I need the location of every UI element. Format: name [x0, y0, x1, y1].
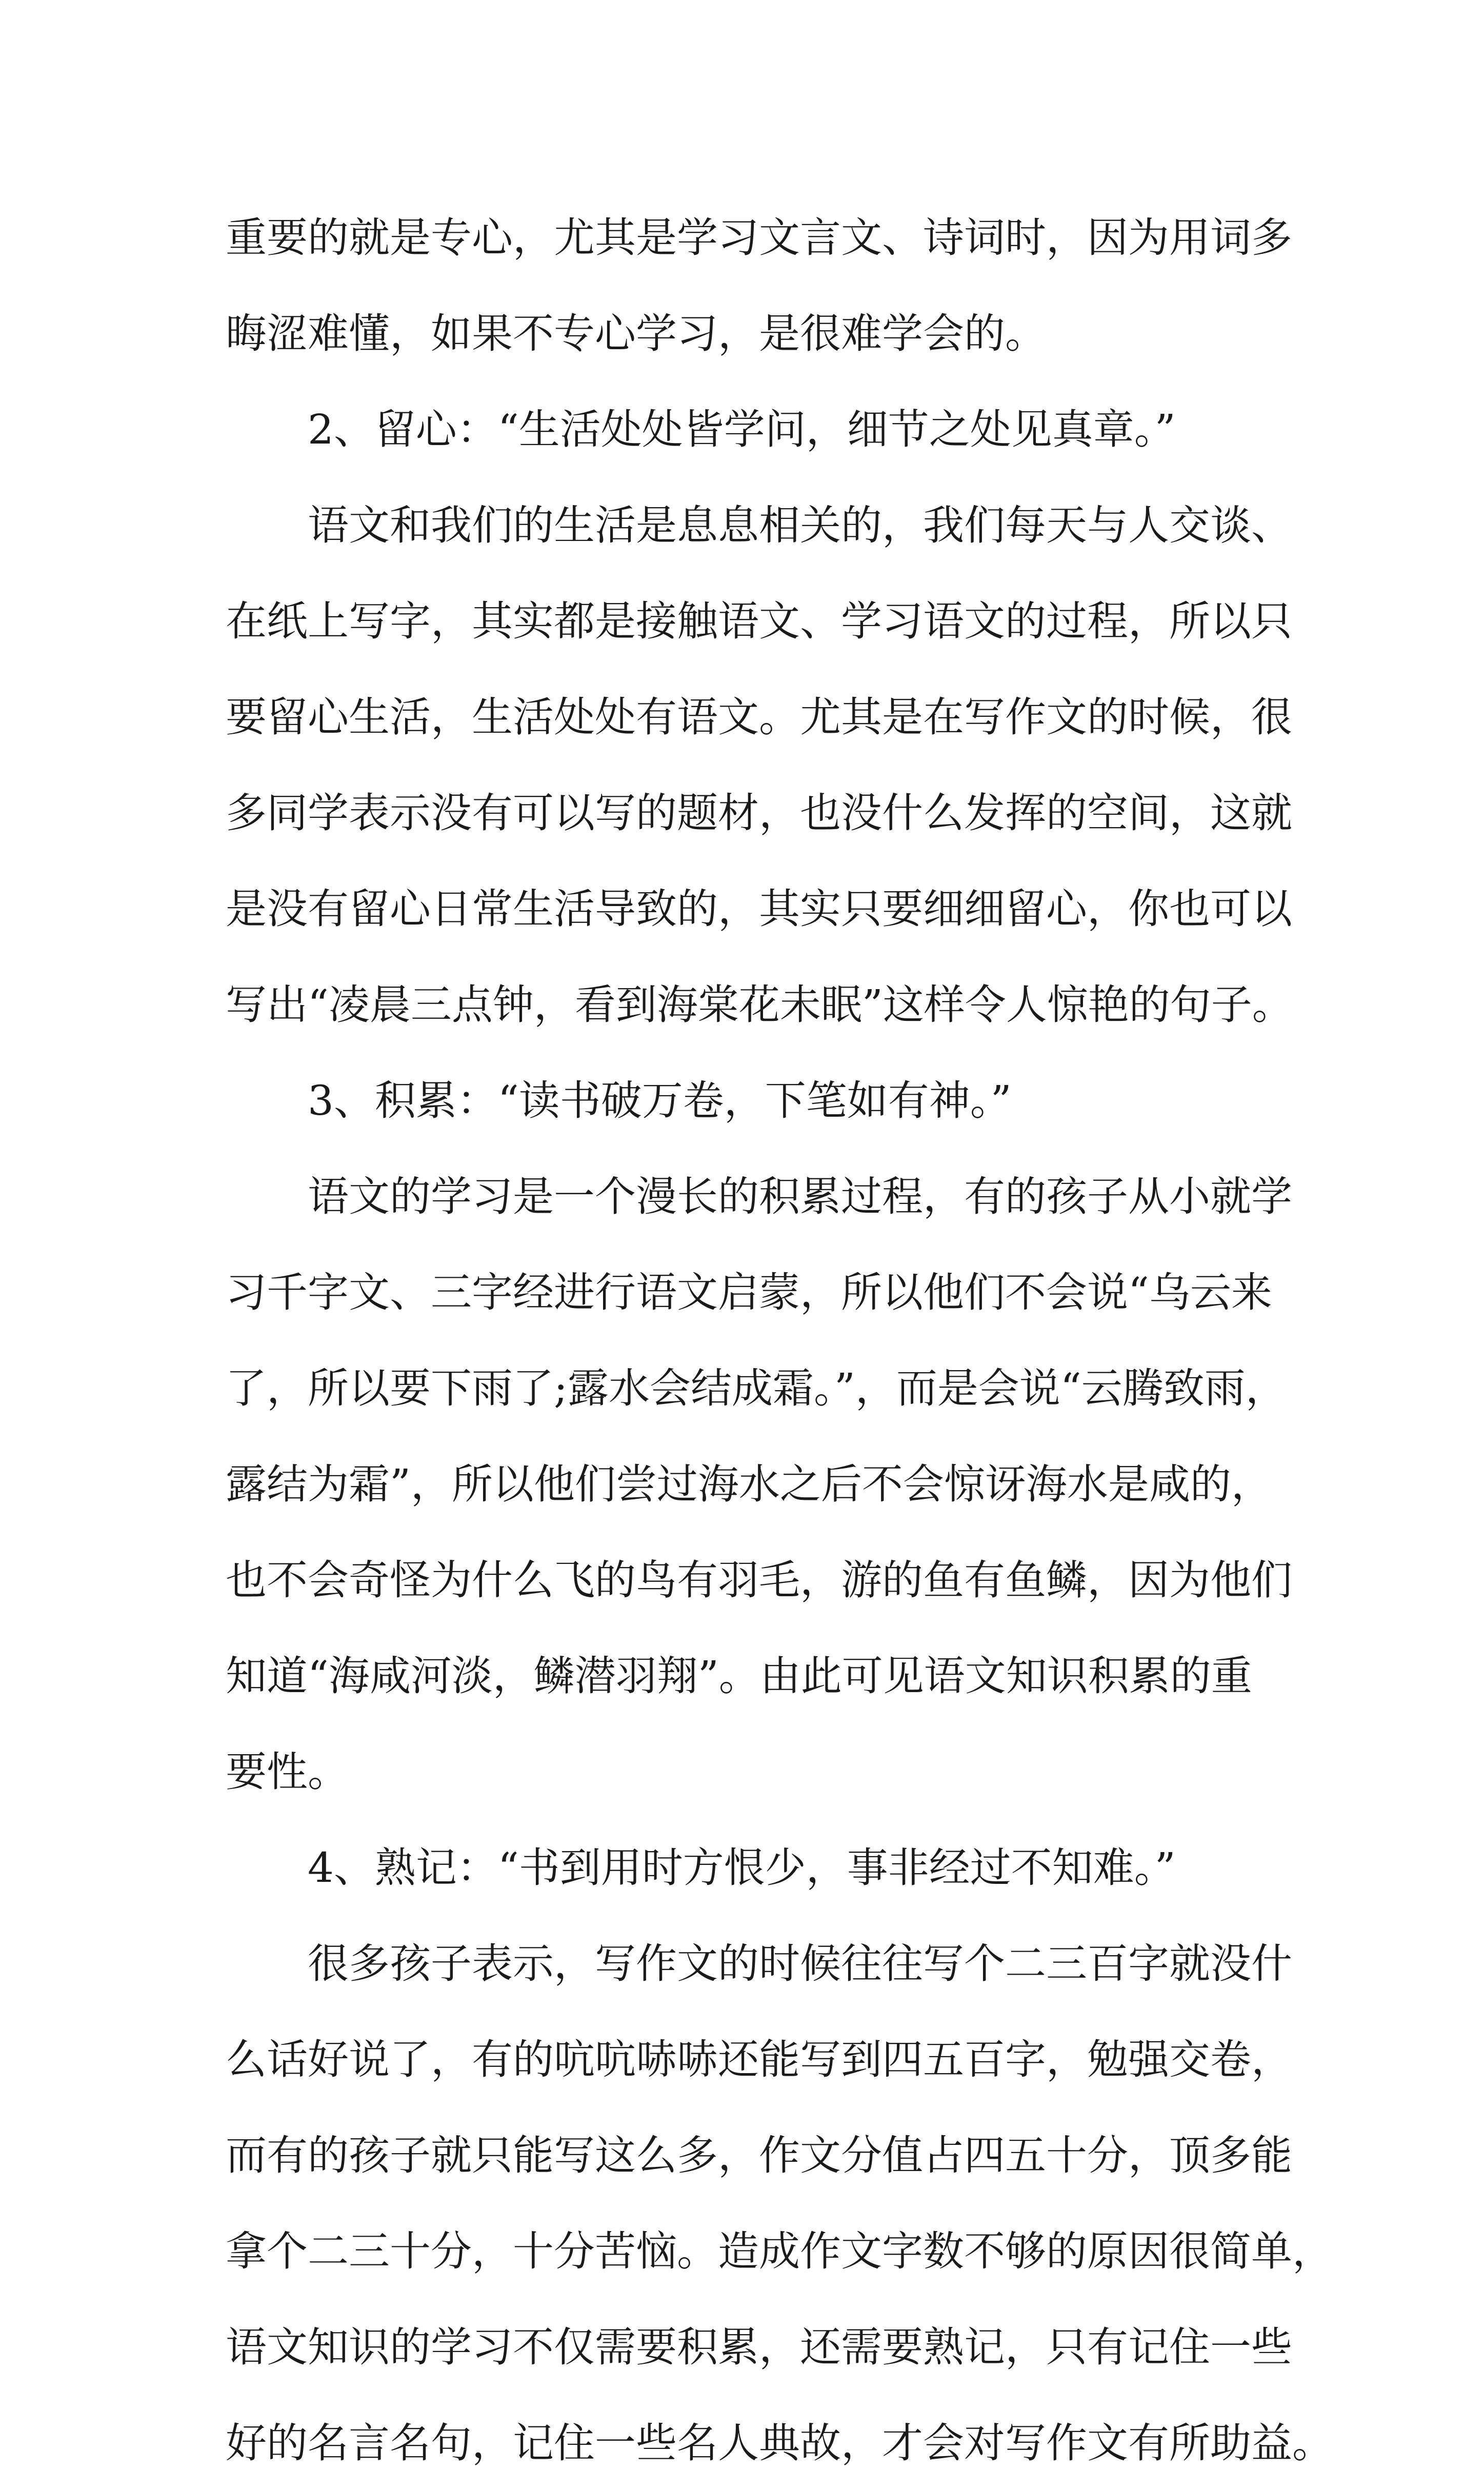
- text-line: 习千字文、三字经进行语文启蒙，所以他们不会说“乌云来: [226, 1269, 1272, 1316]
- text-line: 拿个二三十分，十分苦恼。造成作文字数不够的原因很简单，: [226, 2227, 1333, 2275]
- body-text: [226, 190, 1333, 2491]
- section-heading: 4、熟记：“书到用时方恨少，事非经过不知难。”: [308, 1844, 1176, 1892]
- section-heading: 3、积累：“读书破万卷，下笔如有神。”: [308, 1077, 1012, 1124]
- text-line: 写出“凌晨三点钟，看到海棠花未眠”这样令人惊艳的句子。: [226, 981, 1293, 1029]
- text-line: 很多孩子表示，写作文的时候往往写个二三百字就没什: [308, 1940, 1292, 1987]
- text-line: 语文知识的学习不仅需要积累，还需要熟记，只有记住一些: [226, 2323, 1292, 2371]
- text-line: 要留心生活，生活处处有语文。尤其是在写作文的时候，很: [226, 693, 1292, 741]
- text-line: 在纸上写字，其实都是接触语文、学习语文的过程，所以只: [226, 597, 1292, 645]
- text-line: 重要的就是专心，尤其是学习文言文、诗词时，因为用词多: [226, 214, 1292, 262]
- text-line: 也不会奇怪为什么飞的鸟有羽毛，游的鱼有鱼鳞，因为他们: [226, 1556, 1292, 1604]
- text-line: 露结为霜”，所以他们尝过海水之后不会惊讶海水是咸的，: [226, 1460, 1272, 1508]
- text-line: 语文的学习是一个漫长的积累过程，有的孩子从小就学: [308, 1173, 1292, 1220]
- text-line: 知道“海咸河淡，鳞潜羽翔”。由此可见语文知识积累的重: [226, 1652, 1252, 1700]
- text-line: 而有的孩子就只能写这么多，作文分值占四五十分，顶多能: [226, 2132, 1292, 2179]
- text-line: 好的名言名句，记住一些名人典故，才会对写作文有所助益。: [226, 2419, 1333, 2467]
- section-heading: 2、留心：“生活处处皆学问，细节之处见真章。”: [308, 406, 1176, 453]
- text-line: 多同学表示没有可以写的题材，也没什么发挥的空间，这就: [226, 789, 1292, 837]
- text-line: 晦涩难懂，如果不专心学习，是很难学会的。: [226, 310, 1046, 357]
- text-line: 么话好说了，有的吭吭哧哧还能写到四五百字，勉强交卷，: [226, 2036, 1292, 2083]
- text-line: 是没有留心日常生活导致的，其实只要细细留心，你也可以: [226, 885, 1292, 933]
- text-line: 要性。: [226, 1748, 349, 1796]
- text-line: 了，所以要下雨了;露水会结成霜。”，而是会说“云腾致雨，: [226, 1364, 1287, 1412]
- text-line: 语文和我们的生活是息息相关的，我们每天与人交谈、: [308, 501, 1292, 549]
